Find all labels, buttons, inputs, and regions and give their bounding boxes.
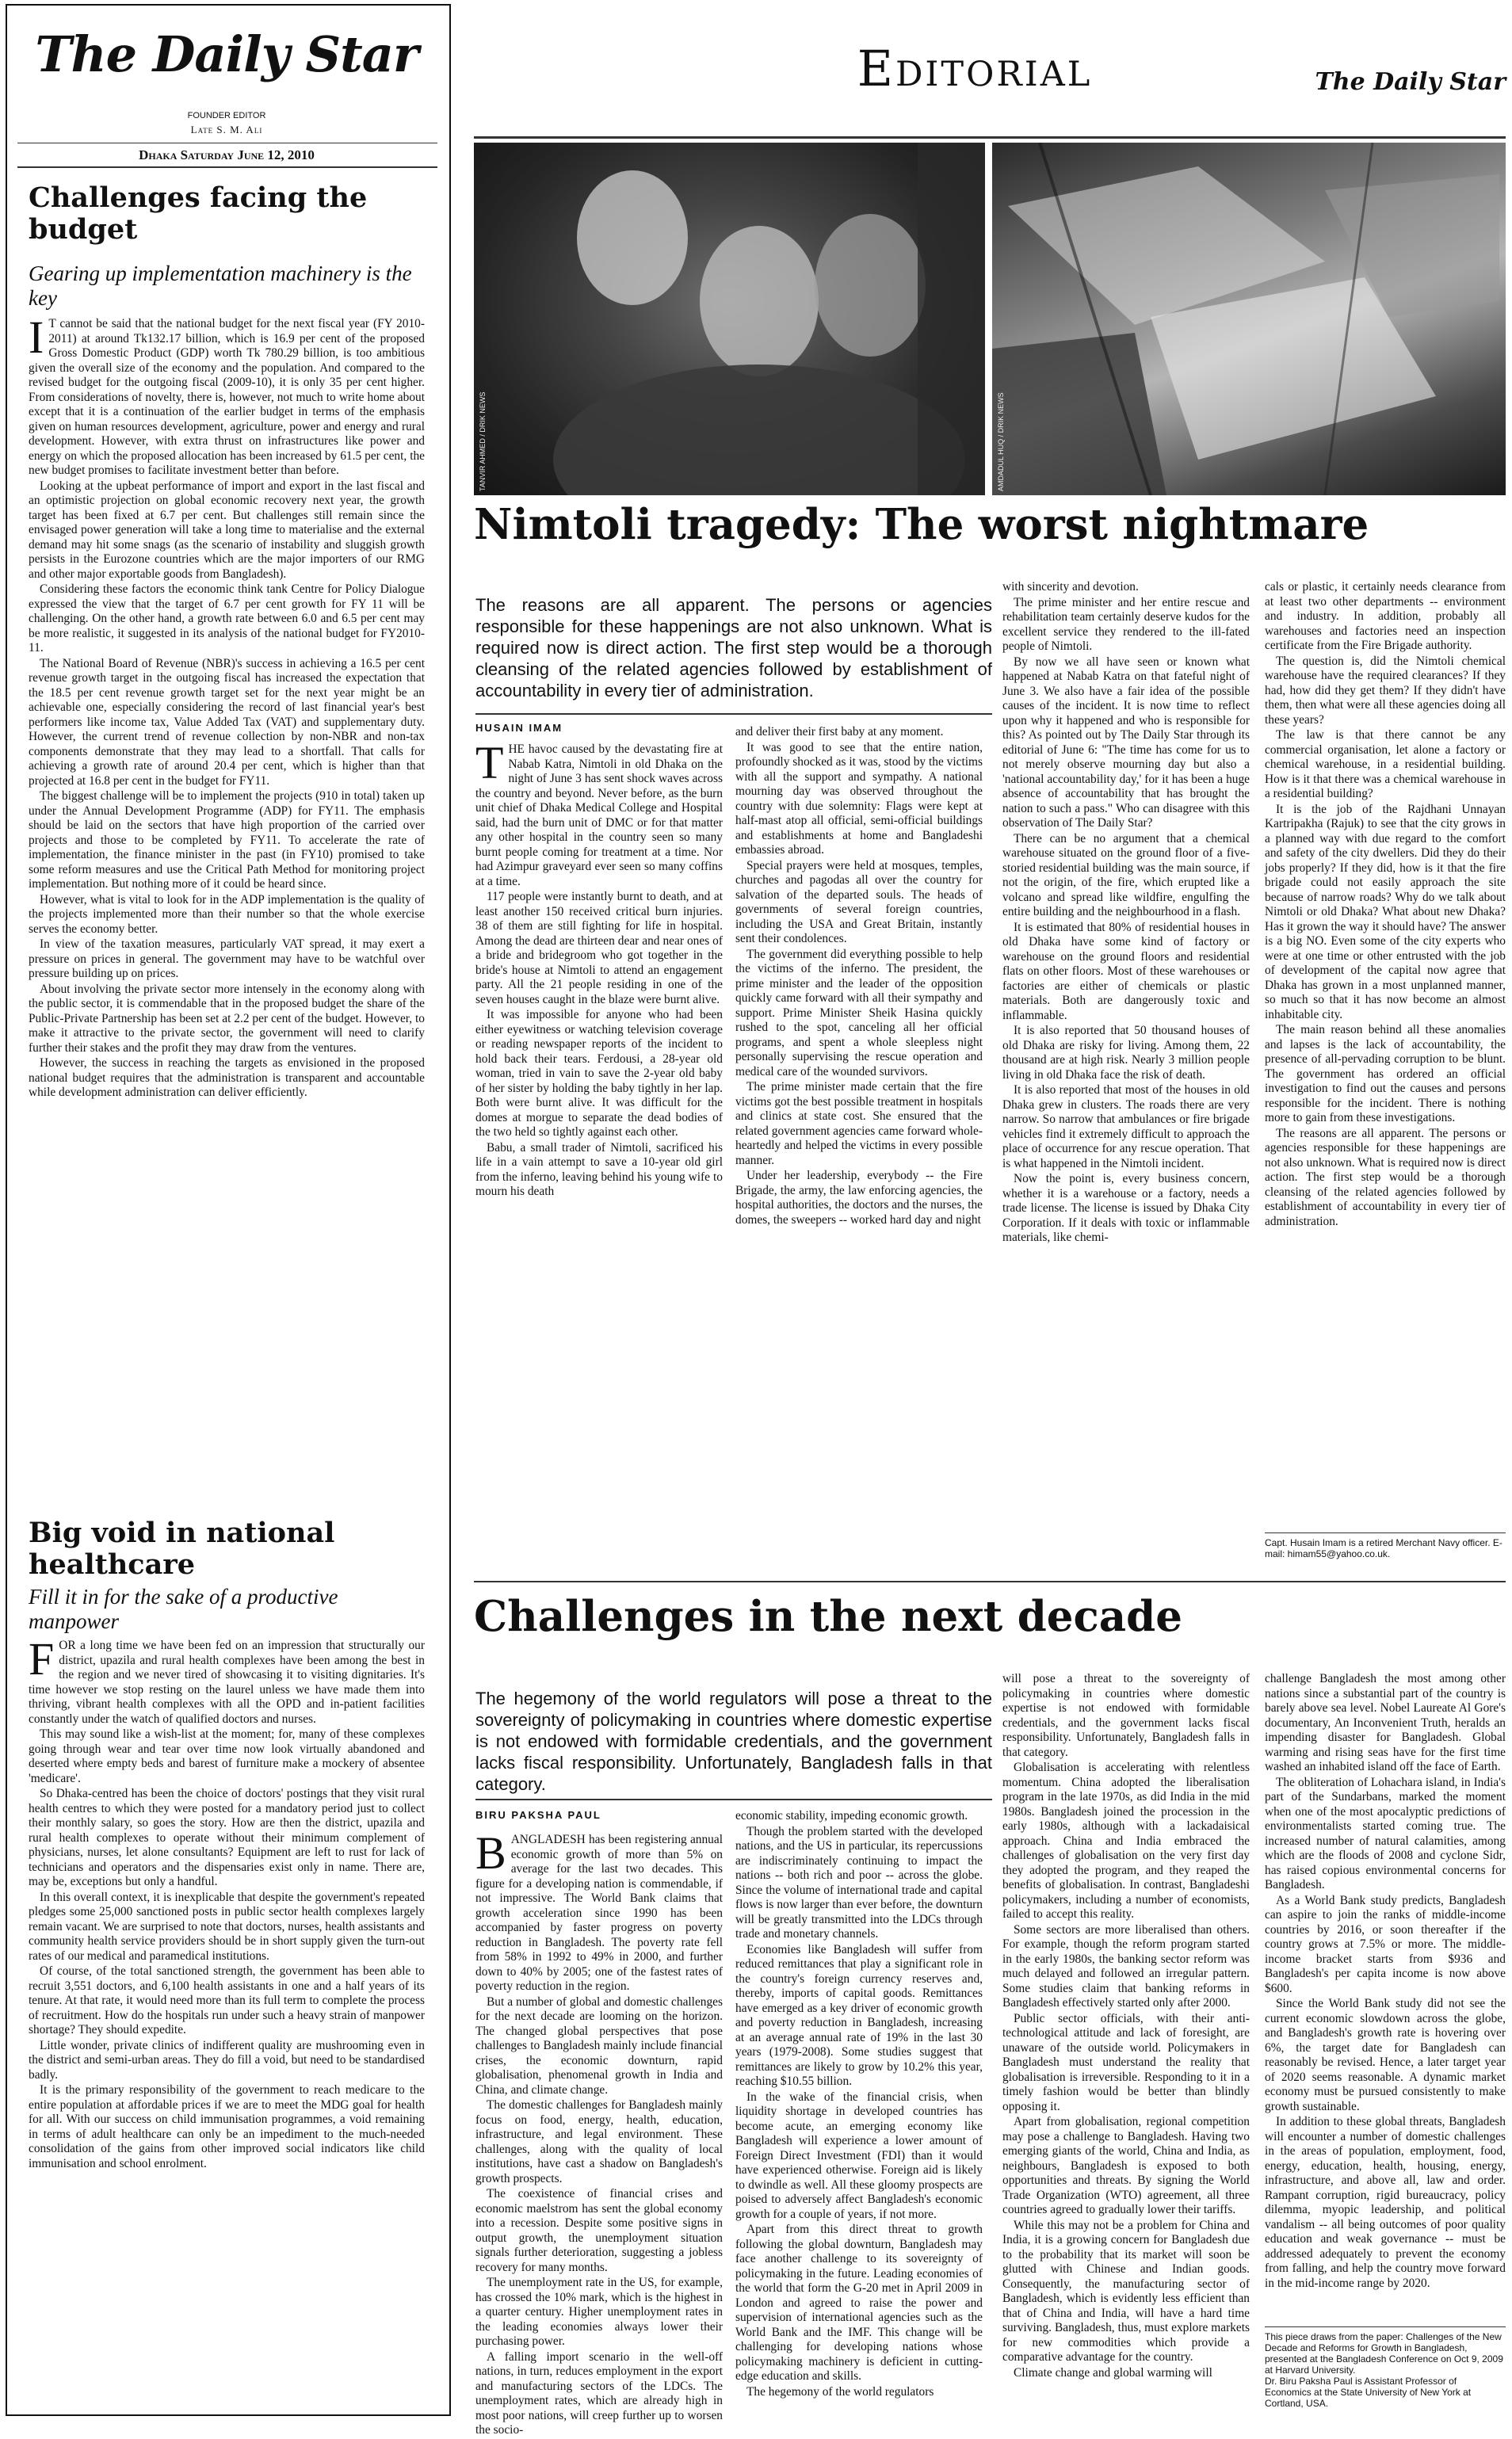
article2-col1: BANGLADESH has been registering annual economic growth of more than 5% on average for the last two decades. This figure for a developing nation is commendable, if not impressive. The World Bank claims that growth acceleration since 1990 has been accompanied by faster progress on poverty reduction in Bangladesh. The poverty rate fell from 58% in 1992 to 49% in 2000, and further down to 40% by 2005; one of the fastest rates of poverty reduction in the region. But a number of global and domestic challenges for the next decade are looming on the horizon. The changed global perspectives that pose challenges to Bangladesh mainly include financial crises, the economic downturn, rapid globalisation, phenomenal growth in India and China, and climate change. The domestic challenges for Bangladesh mainly focus on food, energy, health, education, infrastructure, and legal environment. These challenges, along with the quality of local institutions, have cast a shadow on Bangladesh's growth prospects. The coexistence of financial crises and economic maelstrom has sent the global economy into a recession. Despite some positive signs in output growth, the unemployment situation signals further deterioration, suggesting a jobless recovery for many months. The unemployment rate in the US, for example, has crossed the 10% mark, which is the highest in a quarter century. Higher unemployment rates in the leading economies always lower their purchasing power. A falling import scenario in the well-off nations, in turn, reduces employment in the export and manufacturing sectors of the LDCs. The unemployment rates, which are already high in most poor nations, will creep further up to worsen the socio- <box>475 1827 723 2437</box>
article1-footnote: Capt. Husain Imam is a retired Merchant Navy officer. E-mail: himam55@yahoo.co.uk. <box>1265 1537 1502 1559</box>
dropcap: B <box>475 1827 506 1879</box>
article2-headline: Challenges in the next decade <box>474 1592 1182 1641</box>
article-divider <box>474 1581 1506 1582</box>
dateline: Dhaka Saturday June 12, 2010 <box>139 147 315 162</box>
dropcap: I <box>29 311 44 363</box>
photo-credit-right: AMDADUL HUQ / DRIK NEWS <box>997 392 1005 491</box>
article2-col2: economic stability, impeding economic growth. Though the problem started with the developed nations, and the US in particular, its repercussions are indiscriminately continuing to impact the nations -- both rich and poor -- across the globe. Since the volume of international trade and capital flows is now larger than ever before, the downturn will be greatly transmitted into the LDCs through trade and monetary channels. Economies like Bangladesh will suffer from reduced remittances that play a significant role in the country's foreign currency reserves and, thereby, imports of capital goods. Remittances have emerged as a key driver of economic growth and poverty reduction in Bangladesh, increasing at an average annual rate of 19% in the last 30 years (1979-2008). Some studies suggest that remittances are likely to grow by 10.2% this year, reaching $10.55 billion. In the wake of the financial crisis, when liquidity shortage in developed countries has become acute, an emerging economy like Bangladesh will experience a lower amount of Foreign Direct Investment (FDI) than it would have experienced otherwise. Foreign aid is likely to dwindle as well. All these gloomy prospects are poised to adversely affect Bangladesh's economic growth for a couple of years, if not more. Apart from this direct threat to growth following the global downturn, Bangladesh may face another challenge to its sovereignty of policymaking in the future. Leading economies of the world that form the G-20 met in April 2009 in London and agreed to raise the power and supervision of international agencies such as the World Bank and the IMF. This change will be challenging for developing nations whose policymaking machinery is deficient in cutting-edge education and skills. The hegemony of the world regulators <box>735 1809 983 2399</box>
article1-footnote-rule <box>1265 1532 1506 1533</box>
article1-col1: THE havoc caused by the devastating fire at Nabab Katra, Nimtoli in old Dhaka on the night of June 3 has sent shock waves across the country and beyond. Never before, as the burn unit chief of Dhaka Medical College and Hospital said, had the burn unit of DMC or for that matter any other hospital in the country seen so many burnt people coming for treatment at a time. Nor had Azimpur graveyard ever seen so many coffins at a time. 117 people were instantly burnt to death, and at least another 150 received critical burn injuries. 38 of them are still fighting for life in hospital. Among the dead are thirteen dear and near ones of a bride and bridegroom who got together in the bride's house at Nimtoli to attend an engagement party. All the 21 people residing in one of the seven houses caught in the blaze were burnt alive. It was impossible for anyone who had been either eyewitness or watching television coverage or reading newspaper reports of the incident to hold back their tears. Ferdousi, a 28-year old woman, tried in vain to save the 2-year old baby of her sister by holding the baby tightly in her lap. Both were burnt alive. It was difficult for the domes at morgue to separate the dead bodies of the two held so tightly against each other. Babu, a small trader of Nimtoli, sacrificed his life in a vain attempt to save a 10-year old girl from the inferno, leaving behind his young wife to mourn his death <box>475 737 723 1198</box>
article2-footnote-author: Dr. Biru Paksha Paul is Assistant Professor of Economics at the State University of New York at Cortland, USA. <box>1265 2376 1472 2409</box>
masthead-logo: The Daily Star <box>35 25 418 83</box>
article1-byline: HUSAIN IMAM <box>475 722 563 734</box>
editorial2-title: Big void in national healthcare <box>29 1517 335 1581</box>
photo-fire-aftermath <box>992 143 1506 495</box>
article1-col3: with sincerity and devotion. The prime minister and her entire rescue and rehabilitation team certainly deserve kudos for the excellent service they rendered to the ill-fated people of Nimtoli. By now we all have seen or known what happened at Nabab Katra on that fateful night of June 3. We also have a fair idea of the possible causes of the incident. It is now time to reflect upon why it happened and who is responsible for this? As pointed out by The Daily Star through its editorial of June 6: "The time has come for us to not merely observe mourning day but also a 'national accountability day,' for it has been a huge absence of accountability that has brought the nation to such a pass." Who can disagree with this observation of The Daily Star? There can be no argument that a chemical warehouse situated on the ground floor of a five-storied residential building was the main source, if not the origin, of the fire, which erupted like a volcano and spread like wildfire, engulfing the entire building and the neighbourhood in a flash. It is estimated that 80% of residential houses in old Dhaka have some kind of factory or warehouse on the ground floors and residential flats on other floors. Most of these warehouses or factories are either of chemicals or plastic materials. Both are dangerously toxic and inflammable. It is also reported that 50 thousand houses of old Dhaka are risky for living. Among them, 22 thousand are at high risk. Nearly 3 million people living in old Dhaka face the risk of death. It is also reported that most of the houses in old Dhaka grew in clusters. The roads there are very narrow. So narrow that ambulances or fire brigade vehicles find it extremely difficult to approach the place of occurrence for any rescue operation. That is what happened in the Nimtoli incident. Now the point is, every business concern, whether it is a warehouse or a factory, needs a trade license. The license is issued by Dhaka City Corporation. If it deals with toxic or inflammable materials, like chemi- <box>1002 580 1250 1244</box>
article2-deck: The hegemony of the world regulators will pose a threat to the sovereignty of policymaking in countries where domestic expertise is not endowed with formidable credentials, and the government lacks fiscal responsibility. Unfortunately, Bangladesh falls in that category. <box>475 1689 992 1794</box>
dropcap: F <box>29 1633 55 1685</box>
dropcap: T <box>475 737 504 788</box>
editorial2-subtitle: Fill it in for the sake of a productive manpower <box>29 1585 338 1633</box>
editorial1-body: I T cannot be said that the national budget for the next fiscal year (FY 2010-2011) at around Tk132.17 billion, which is 16.9 per cent of the proposed Gross Domestic Product (GDP) worth Tk 780.29 billion, is too ambitious given the overall size of the economy and the population. And compared to the revised budget for the outgoing fiscal (2009-10), it is only 35 per cent higher. From considerations of novelty, there is, however, not much to write home about except that it is a continuation of the earlier budget in terms of the emphasis given on human resources development, agriculture, power and energy and rural development. However, with extra thrust on infrastructures like power and energy on which the proposed allocation has been increased by 61.5 per cent, the new budget promises to facilitate investment better than before. Looking at the upbeat performance of import and export in the last fiscal and an optimistic projection on global economic recovery next year, the growth target has been fixed at 6.7 per cent. But challenges still remain since the envisaged power generation will take a long time to materialise and the external demand may hit some snags (as the scenario of instability and sluggish growth persists in the Eurozone countries which are the major importers of our RMG and other major exportable goods from Bangladesh). Considering these factors the economic think tank Centre for Policy Dialogue expressed the view that the target of 6.7 per cent growth for FY 11 will be challenging. On the other hand, a growth rate between 6.0 and 6.5 per cent may be more realistic, it suggested in its analysis of the national budget for FY2010-11. The National Board of Revenue (NBR)'s success in achieving a 16.5 per cent revenue growth target in the outgoing fiscal has increased the expectation that the 18.5 per cent revenue growth target set for the next year might be an achievable one, especially considering the record of last financial year's best performers like income tax, Value Added Tax (VAT) and supplementary duty. However, the current trend of revenue collection by non-NBR and non-tax components demonstrate that they may lead to a shortfall. That calls for achieving a growth rate of around 20.4 per cent, which is higher than that projected at 16.8 per cent in the budget for FY11. The biggest challenge will be to implement the projects (910 in total) taken up under the Annual Development Programme (ADP) for FY11. The emphasis should be laid on the sectors that have high proportion of the carried over projects and those to be completed by FY11. To accelerate the rate of implementation, the finance minister in the past (in FY10) promised to take some reform measures and use the Critical Path Method for monitoring project implementation. But nothing more of it could be heard since. However, what is vital to look for in the ADP implementation is the quality of the projects implemented more than their number so that the whole exercise serves the economy better. In view of the taxation measures, particularly VAT spread, it may exert a pressure on prices in general. The government may have to be watchful over pressure building up on prices. About involving the private sector more intensely in the economy along with the public sector, it is commendable that in the proposed budget the share of the Public-Private Partnership has been set at 2.2 per cent of the budget. However, to make it attractive to the private sector, the government will need to clarify further their stakes and the profit they may draw from the ventures. However, the success in reaching the targets as envisioned in the proposed national budget requires that the administration is transparent and accountable while development administration can deliver efficiently. <box>29 311 425 1099</box>
photo-mourning-women-art <box>474 143 985 495</box>
editorial1-subtitle: Gearing up implementation machinery is the key <box>29 261 412 310</box>
article1-col4: cals or plastic, it certainly needs clearance from at least two other departments -- environment and industry. In addition, probably all warehouses and factories need an inspection certificate from the Fire Brigade authority. The question is, did the Nimtoli chemical warehouse have the required clearances? If they had, how did they get them? If they didn't have them, then what were all these agencies doing all these years? The law is that there cannot be any commercial organisation, let alone a factory or chemical warehouse, in a residential building. How is it that there was a chemical warehouse in a residential building? It is the job of the Rajdhani Unnayan Kartripakha (Rajuk) to see that the city grows in a planned way with due regard to the comfort and safety of the city dwellers. Did they do their jobs properly? If they did, how is it that the fire brigade could not easily approach the site because of narrow roads? Why do we talk about Nimtoli or old Dhaka? What about new Dhaka? Has it grown the way it should have? The answer is a big NO. Even some of the city experts who were at one time or other entrusted with the job of development of the capital now agree that Dhaka has grown in a most unplanned manner, so much so that it has now become an almost inhabitable city. The main reason behind all these anomalies and lapses is the lack of accountability, the presence of all-pervading corruption to be blunt. The government has ordered an official investigation to find out the causes and persons responsible for the incident. There is nothing more to gain from these investigations. The reasons are all apparent. The persons or agencies responsible for these happenings are not also unknown. What is required now is direct action. The first step would be a thorough cleansing of the related agencies followed by establishment of accountability in every tier of administration. <box>1265 580 1506 1228</box>
article2-deck-rule <box>475 1799 992 1800</box>
article2-footnote-source: This piece draws from the paper: Challenges of the New Decade and Reforms for Growth in Bangladesh, presented at the Bangladesh Conference on Oct 9, 2009 at Harvard University. <box>1265 2331 1503 2376</box>
article1-deck-rule <box>475 713 992 715</box>
photo-mourning-women <box>474 143 985 495</box>
header-rule <box>474 136 1506 139</box>
editorial2-body: FOR a long time we have been fed on an impression that structurally our district, upazila and rural health complexes have been among the best in the region and we never tired of showcasing it to visiting dignitaries. It's time however we stop resting on the laurel unless we have made them into thriving, vibrant health complexes with all the OPD and in-patient facilities constantly under the watch of qualified doctors and nurses. This may sound like a wish-list at the moment; for, many of these complexes going through wear and tear over time now look virtually abandoned and deserted where empty beds and barest of furniture make a mockery of absentee 'medicare'. So Dhaka-centred has been the choice of doctors' postings that they visit rural health centres to which they were posted for a mandatory period just to collect their monthly salary, so goes the story. How are then the district, upazila and rural health complexes to operate without their minimum complement of physicians, nurses, let alone consultants? Equipment are left to rust for lack of technicians and operators and the dispensaries exist only in name. There are, may be, exceptions but only a handful. In this overall context, it is inexplicable that despite the government's repeated pledges some 25,000 sanctioned posts in public sector health complexes largely remain vacant. We are surprised to note that doctors, nurses, health assistants and community health service providers should be in short supply given the turn-out rates of our medical and paramedical institutions. Of course, of the total sanctioned strength, the government has been able to recruit 3,551 doctors, and 6,100 health assistants in one and a half years of its tenure. At that rate, it would need more than its full term to complete the process of recruitment. How do the hospitals run under such a heavy strain of manpower shortage? They should expedite. Little wonder, private clinics of indifferent quality are mushrooming even in the district and semi-urban areas. They do fill a void, but need to be standardised badly. It is the primary responsibility of the government to reach medicare to the entire population at affordable prices if we are to meet the MDG goal for health for all. With our success on child immunisation programmes, a void remaining in terms of adult healthcare can only be an impediment to the much-needed consolidation of the gains from other improved social indicators like child immunisation and school enrolment. <box>29 1633 425 2170</box>
article2-col3: will pose a threat to the sovereignty of policymaking in countries where domestic expertise is not endowed with formidable credentials, and the government lacks fiscal responsibility. Unfortunately, Bangladesh falls in that category. Globalisation is accelerating with relentless momentum. China adopted the liberalisation program in the late 1970s, as did India in the mid 1980s. Bangladesh joined the procession in the early 1980s, although with a lackadaisical approach. China and India embraced the challenges of globalisation on the very first day they adopted the program, and they reaped the benefits of globalisation. In contrast, Bangladeshi policymakers, including a number of economists, failed to accept this reality. Some sectors are more liberalised than others. For example, though the reform program started in the early 1980s, the banking sector reform was much delayed and followed an irregular pattern. Some studies claim that banking reforms in Bangladesh effectively started only after 2000. Public sector officials, with their anti-technological attitude and lack of foresight, are unaware of the outside world. Policymakers in Bangladesh must understand the reality that globalisation is irreversible. Responding to it in a timely fashion would be better than blindly opposing it. Apart from globalisation, regional competition may pose a challenge to Bangladesh. Having two emerging giants of the world, China and India, as neighbours, Bangladesh is exposed to both opportunities and threats. By signing the World Trade Organization (WTO) agreement, all three countries agreed to gradually lower their tariffs. While this may not be a problem for China and India, it is a growing concern for Bangladesh due to the probability that its market will soon be glutted with Chinese and Indian goods. Consequently, the manufacturing sector of Bangladesh, which is evidently less efficient than that of China and India, will have a hard time surviving. Bangladesh, thus, must explore markets for new commodities which provide a comparative advantage for the country. Climate change and global warming will <box>1002 1672 1250 2380</box>
article2-byline: BIRU PAKSHA PAUL <box>475 1809 601 1821</box>
article2-col4: challenge Bangladesh the most among other nations since a substantial part of the country is barely above sea level. Nobel Laureate Al Gore's documentary, An Inconvenient Truth, heralds an impending disaster for Bangladesh. Global warming and rising seas have for the first time washed an inhabited island off the face of Earth. The obliteration of Lohachara island, in India's part of the Sundarbans, marked the moment when one of the most apocalyptic predictions of environmentalists started coming true. The increased number of natural calamities, among which are the floods of 2008 and cyclone Sidr, has raised copious environmental concerns for Bangladesh. As a World Bank study predicts, Bangladesh can aspire to join the ranks of middle-income countries by 2016, or soon thereafter if the country grows at 7.5% or more. The middle-income bracket starts from $936 and Bangladesh's per capita income is now above $600. Since the World Bank study did not see the current economic slowdown across the globe, and Bangladesh's growth rate is hovering over 6%, the target date for Bangladesh can reasonably be revised. Hence, a later target year of 2020 seems reasonable. A dynamic market economy must be pursued consistently to make growth sustainable. In addition to these global threats, Bangladesh will encounter a number of domestic challenges in the areas of population, employment, food, energy, education, health, housing, energy, infrastructure, and above all, law and order. Rampant corruption, rigid bureaucracy, policy dilemma, myopic leadership, and political vandalism -- all being outcomes of poor quality education and weak governance -- must be addressed adequately to prevent the economy from falling, and help the country move forward in the mid-income range by 2020. <box>1265 1672 1506 2290</box>
photo-credit-left: TANVIR AHMED / DRIK NEWS <box>479 391 487 491</box>
editorial1-title: Challenges facing the budget <box>29 181 368 246</box>
photo-fire-aftermath-art <box>992 143 1506 495</box>
dateline-rule-bottom <box>17 166 437 168</box>
article1-col2: and deliver their first baby at any moment. It was good to see that the entire nation, profoundly shocked as it was, stood by the victims with all the support and sympathy. A national mourning day was observed throughout the country with due solemnity: Flags were kept at half-mast atop all official, semi-official buildings and establishments at home and Bangladeshi embassies abroad. Special prayers were held at mosques, temples, churches and pagodas all over the country for salvation of the departed souls. The heads of governments of several foreign countries, including the USA and Great Britain, instantly sent their condolences. The government did everything possible to help the victims of the inferno. The president, the prime minister and the leader of the opposition quickly came forward with all their sympathy and support. Prime Minister Sheik Hasina quickly rushed to the spot, canceling all her official programs, and spent a whole sleepless night personally supervising the rescue operation and medical care of the wounded survivors. The prime minister made certain that the fire victims got the best possible treatment in hospitals and clinics at state cost. She ensured that the related government agencies came forward whole-heartedly and helped the victims in every possible manner. Under her leadership, everybody -- the Fire Brigade, the army, the law enforcing agencies, the hospital authorities, the doctors and the nurses, the domes, the sweepers -- worked hard day and night <box>735 725 983 1227</box>
article2-footnote-rule <box>1265 2326 1506 2327</box>
article1-headline: Nimtoli tragedy: The worst nightmare <box>474 500 1369 549</box>
founder-name: Late S. M. Ali <box>190 124 263 136</box>
section-title: Editorial <box>857 40 1093 97</box>
masthead-small: The Daily Star <box>1315 68 1506 96</box>
article1-deck: The reasons are all apparent. The persons or agencies responsible for these happenings are not also unknown. What is required now is direct action. The first step would be a thorough cleansing of the related agencies followed by establishment of accountability in every tier of administration. <box>475 595 992 700</box>
founder-label: FOUNDER EDITOR <box>187 111 266 120</box>
